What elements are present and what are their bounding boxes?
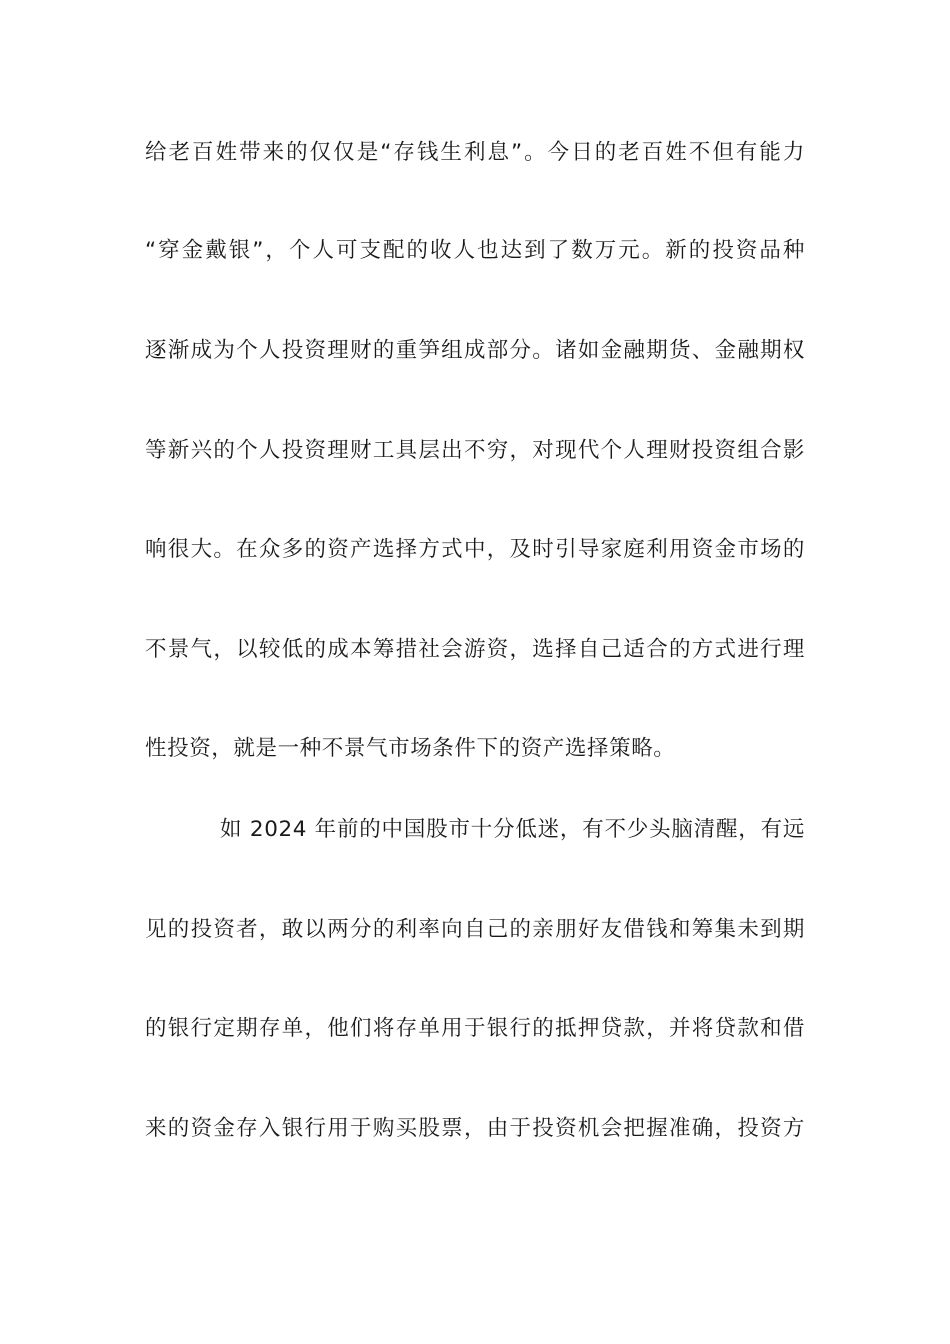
text-line-7: 性投资，就是一种不景气市场条件下的资产选择策略。: [145, 736, 676, 761]
text-line-11: 来的资金存入银行用于购买股票，由于投资机会把握准确，投资方: [145, 1116, 805, 1141]
text-line-1: 给老百姓带来的仅仅是“存钱生利息”。今日的老百姓不但有能力: [145, 140, 805, 165]
text-line-10: 的银行定期存单，他们将存单用于银行的抵押贷款，并将贷款和借: [145, 1016, 805, 1041]
text-line-2: “穿金戴银”，个人可支配的收人也达到了数万元。新的投资品种: [145, 238, 805, 263]
text-line-5: 响很大。在众多的资产选择方式中，及时引导家庭利用资金市场的: [145, 537, 805, 562]
text-line-6: 不景气，以较低的成本筹措社会游资，选择自己适合的方式进行理: [145, 637, 805, 662]
text-line-4: 等新兴的个人投资理财工具层出不穷，对现代个人理财投资组合影: [145, 438, 805, 463]
text-line-3: 逐渐成为个人投资理财的重笋组成部分。诸如金融期货、金融期权: [145, 338, 805, 363]
text-line-9: 见的投资者，敢以两分的利率向自己的亲朋好友借钱和筹集未到期: [145, 917, 805, 942]
text-line-8: 如 2024 年前的中国股市十分低迷，有不少头脑清醒，有远: [220, 817, 805, 842]
